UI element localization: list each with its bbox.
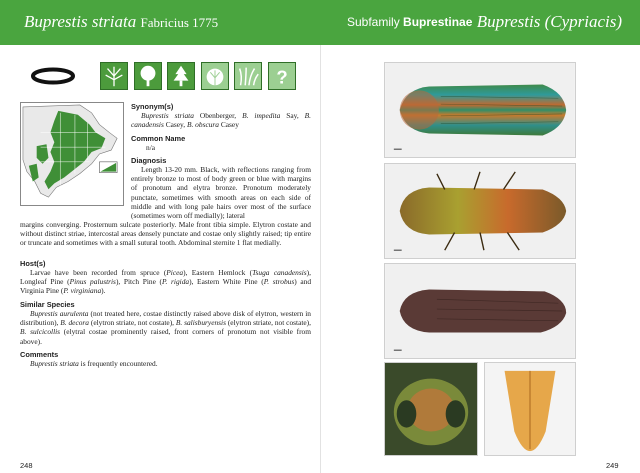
similar-2: B. decora xyxy=(60,318,89,328)
synonyms-heading: Synonym(s) xyxy=(131,102,174,111)
similar-1: Buprestis aurulenta xyxy=(30,309,89,318)
similar-text-1: (not treated here, costae distinctly raised above disk of elytron, western in distribution), xyxy=(20,309,311,328)
synonym-3: B. xyxy=(304,111,312,120)
distribution-map xyxy=(20,102,124,206)
conifer-tree-icon xyxy=(167,62,195,90)
similar-3: B. salisburyensis xyxy=(175,318,226,328)
size-oval-icon xyxy=(30,66,76,86)
synonym-text-1: Obenberger, xyxy=(193,111,243,120)
common-name-heading: Common Name xyxy=(131,134,186,143)
ventral-view-photo xyxy=(384,163,576,259)
hosts-text-2: ), Eastern Hemlock ( xyxy=(183,268,253,277)
synonym-1: Buprestis striata xyxy=(141,111,194,120)
leafless-tree-icon xyxy=(100,62,128,90)
header-band xyxy=(0,0,640,45)
synonym-2: B. impedita xyxy=(242,111,281,120)
genus-name: Buprestis xyxy=(476,12,541,31)
host-picea: Picea xyxy=(166,268,184,277)
subfamily-prefix: Subfamily xyxy=(347,15,400,29)
synonym-text-4: Casey xyxy=(219,120,239,130)
comments-text-1: is frequently encountered. xyxy=(78,359,158,368)
hosts-text-3: ), Longleaf Pine ( xyxy=(20,268,311,287)
genus-title xyxy=(477,12,622,32)
synonym-4: canadensis xyxy=(131,120,164,130)
question-mark-glyph: ? xyxy=(276,66,288,88)
host-tsuga: Tsuga canadensis xyxy=(252,268,307,277)
comments-heading: Comments xyxy=(20,350,59,359)
synonym-text-2: Say, xyxy=(280,111,305,120)
species-title xyxy=(24,12,218,32)
hosts-heading: Host(s) xyxy=(20,259,46,268)
species-name: Buprestis striata xyxy=(24,12,137,31)
similar-species-text xyxy=(20,309,311,346)
synonym-text-3: Casey, xyxy=(163,120,187,130)
hosts-text-5: ), Eastern White Pine ( xyxy=(189,277,264,287)
synonyms-text xyxy=(131,111,311,129)
similar-text-4: (elytral costae prominently raised, front corners of pronotum not visible from above). xyxy=(20,327,311,346)
similar-text-3: (elytron striate, not costate), xyxy=(225,318,311,328)
grass-icon xyxy=(234,62,262,90)
hosts-text xyxy=(20,268,311,296)
hosts-text-4: ), Pitch Pine ( xyxy=(115,277,162,287)
host-pinus-palustris: Pinus palustris xyxy=(69,277,116,287)
page-number-right: 249 xyxy=(606,461,619,470)
hosts-text-1: Larvae have been recorded from spruce ( xyxy=(30,268,167,277)
deciduous-tree-icon xyxy=(134,62,162,90)
page-gutter xyxy=(320,45,321,473)
similar-4: B. sulcicollis xyxy=(20,327,61,337)
hosts-text-7: ). xyxy=(101,286,106,296)
comments-species: Buprestis striata xyxy=(30,359,79,368)
host-p-strobus: P. strobus xyxy=(263,277,295,287)
comments-text xyxy=(20,359,311,368)
page-number-left: 248 xyxy=(20,461,33,470)
diagnosis-text-1: Length 13-20 mm. Black, with reflections ranging from entirely bronze to most of body green or blue with margins of pronotum and elytra bronze. Pronotum moderately punctate, sometimes with smooth areas on each side of middle and with long pale hairs over most of the surface (sometimes worn off medially); lateral xyxy=(131,165,311,221)
shrub-icon xyxy=(201,62,229,90)
host-p-rigida: P. rigida xyxy=(161,277,190,287)
diagnosis-heading: Diagnosis xyxy=(131,156,167,165)
common-name-value: n/a xyxy=(146,143,156,152)
subfamily-label xyxy=(347,15,472,29)
similar-species-heading: Similar Species xyxy=(20,300,75,309)
head-closeup-photo xyxy=(384,362,478,456)
species-authority: Fabricius 1775 xyxy=(140,15,219,30)
dorsal-view-photo xyxy=(384,62,576,158)
lateral-view-photo xyxy=(384,263,576,359)
hosts-text-6: ) and Virginia Pine ( xyxy=(20,277,312,296)
synonym-5: B. obscura xyxy=(186,120,219,130)
similar-text-2: (elytron striate, not costate), xyxy=(89,318,176,328)
subgenus-name: (Cypriacis) xyxy=(544,12,622,31)
diagnosis-text-2: margins converging. Prosternum sulcate posteriorly. Male front tibia simple. Elytron costate and without distinct striae, intercostal areas densely punctate and costae only slightly raised; tip entire or truncate and sometimes with a small sutural tooth. Abdominal sternite 1 flat medially. xyxy=(20,220,311,248)
subfamily-name: Buprestinae xyxy=(403,15,473,29)
elytra-tip-photo xyxy=(484,362,576,456)
host-p-virginiana: P. virginiana xyxy=(63,286,102,296)
question-mark-icon xyxy=(268,62,296,90)
